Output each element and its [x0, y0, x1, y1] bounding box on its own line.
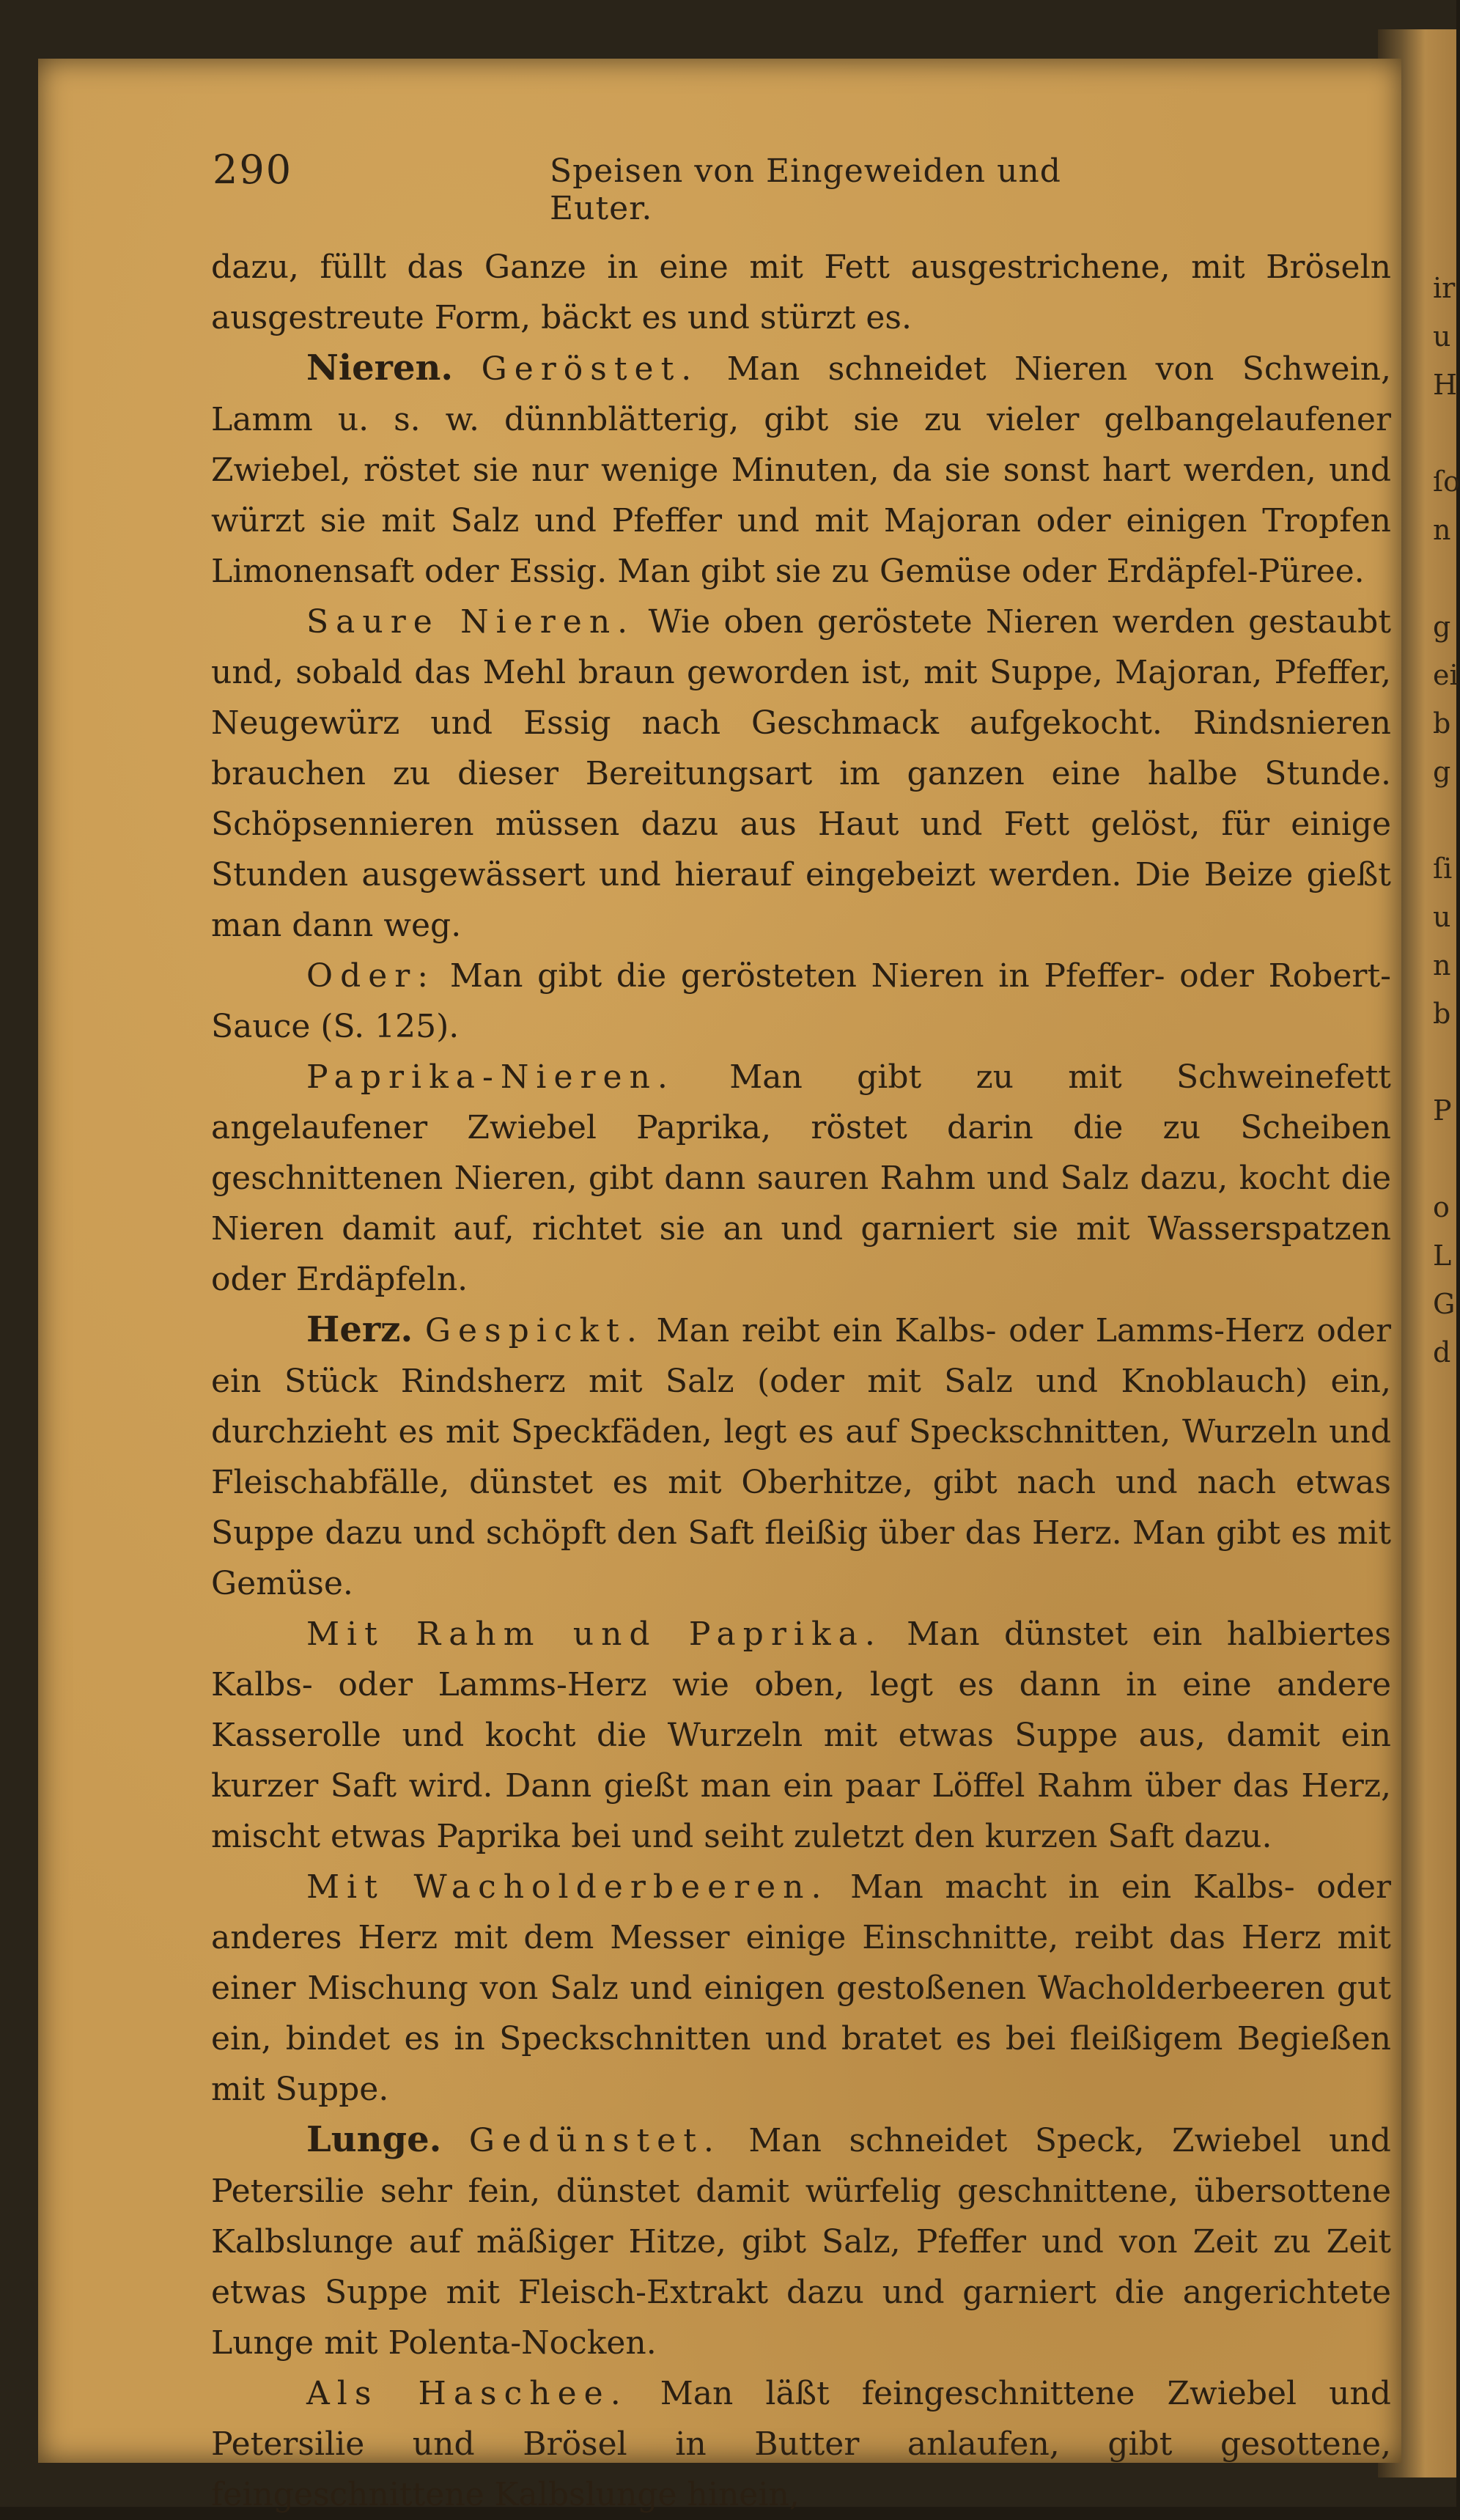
paragraph: [211, 1862, 1391, 2115]
section-heading: Nieren.: [306, 347, 454, 388]
section-heading: Lunge.: [306, 2119, 442, 2160]
recipe-title: Mit Rahm und Paprika.: [306, 1615, 882, 1653]
recipe-title: Saure Nieren.: [306, 603, 635, 641]
running-title: Speisen von Eingeweiden und Euter.: [550, 152, 1061, 227]
paragraph: [211, 2368, 1391, 2520]
paragraph-text: Man gibt die gerösteten Nieren in Pfeffer- oder Robert-Sauce (S. 125).: [211, 957, 1391, 1045]
paragraph: [211, 1305, 1391, 1609]
paragraph-text: Wie oben geröstete Nieren werden gestaubt und, sobald das Mehl braun geworden ist, mit Suppe, Majoran, Pfeffer, Neugewürz und Essig nach Geschmack aufgekocht. Rindsnieren brauchen zu dieser Bereitungsart im ganzen eine halbe Stunde. Schöpsennieren müssen dazu aus Haut und Fett gelöst, für einige Stunden ausgewässert und hierauf eingebeizt werden. Die Beize gießt man dann weg.: [211, 603, 1392, 944]
page-body: [211, 242, 1391, 2520]
recipe-title: Paprika-Nieren.: [306, 1058, 675, 1096]
paragraph: [211, 242, 1391, 343]
recipe-title: Gespickt.: [424, 1312, 644, 1349]
paragraph-text: Man dünstet ein halbiertes Kalbs- oder Lamms-Herz wie oben, legt es dann in eine andere Kasserolle und kocht die Wurzeln mit etwas Suppe aus, damit ein kurzer Saft wird. Dann gießt man ein paar Löffel Rahm über das Herz, mischt etwas Paprika bei und seiht zuletzt den kurzen Saft dazu.: [211, 1615, 1391, 1855]
paragraph: [211, 343, 1391, 597]
section-heading: Herz.: [306, 1309, 413, 1350]
paragraph-text: Man schneidet Nieren von Schwein, Lamm u. s. w. dünnblätterig, gibt sie zu vieler gelbangelaufener Zwiebel, röstet sie nur wenige Minuten, da sie sonst hart werden, und würzt sie mit Salz und Pfeffer und mit Majoran oder einigen Tropfen Limonensaft oder Essig. Man gibt sie zu Gemüse oder Erdäpfel-Püree.: [211, 350, 1391, 590]
paragraph-text: Man gibt zu mit Schweinefett angelaufener Zwiebel Paprika, röstet darin die zu Scheiben geschnittenen Nieren, gibt dann sauren Rahm und Salz dazu, kocht die Nieren damit auf, richtet sie an und garniert sie mit Wasserspatzen oder Erdäpfeln.: [211, 1058, 1391, 1298]
paragraph-text: dazu, füllt das Ganze in eine mit Fett ausgestrichene, mit Bröseln ausgestreute Form, bäckt es und stürzt es.: [211, 248, 1391, 336]
paragraph: [211, 1052, 1391, 1305]
paragraph: [211, 951, 1391, 1052]
recipe-title: Oder:: [306, 957, 436, 995]
facing-page-fragment: ir u H ſo n g ei b g ſi u n b P o L G d: [1433, 272, 1460, 1368]
paragraph: [211, 2115, 1391, 2368]
paragraph: [211, 1609, 1391, 1862]
paragraph-text: Man reibt ein Kalbs- oder Lamms-Herz oder ein Stück Rindsherz mit Salz (oder mit Salz und Knoblauch) ein, durchzieht es mit Speckfäden, legt es auf Speckschnitten, Wurzeln und Fleischabfälle, dünstet es mit Oberhitze, gibt nach und nach etwas Suppe dazu und schöpft den Saft fleißig über das Herz. Man gibt es mit Gemüse.: [211, 1312, 1391, 1602]
recipe-title: Geröstet.: [481, 350, 699, 388]
paragraph-text: Man macht in ein Kalbs- oder anderes Herz mit dem Messer einige Einschnitte, reibt das Herz mit einer Mischung von Salz und einigen gestoßenen Wacholderbeeren gut ein, bindet es in Speckschnitten und bratet es bei fleißigem Begießen mit Suppe.: [211, 1868, 1391, 2108]
recipe-title: Mit Wacholderbeeren.: [306, 1868, 829, 1906]
paragraph: [211, 597, 1391, 951]
recipe-title: Gedünstet.: [468, 2122, 721, 2159]
recipe-title: Als Haschee.: [306, 2375, 628, 2412]
paragraph-text: Man schneidet Speck, Zwiebel und Petersilie sehr fein, dünstet damit würfelig geschnittene, übersottene Kalbslunge auf mäßiger Hitze, gibt Salz, Pfeffer und von Zeit zu Zeit etwas Suppe mit Fleisch-Extrakt dazu und garniert die angerichtete Lunge mit Polenta-Nocken.: [211, 2122, 1391, 2362]
paragraph-text: Man läßt feingeschnittene Zwiebel und Petersilie und Brösel in Butter anlaufen, gibt gesottene, feingeschnittene Kalbslunge hinein,: [211, 2375, 1391, 2513]
page-number: 290: [213, 147, 293, 193]
page-header: [213, 147, 1136, 227]
